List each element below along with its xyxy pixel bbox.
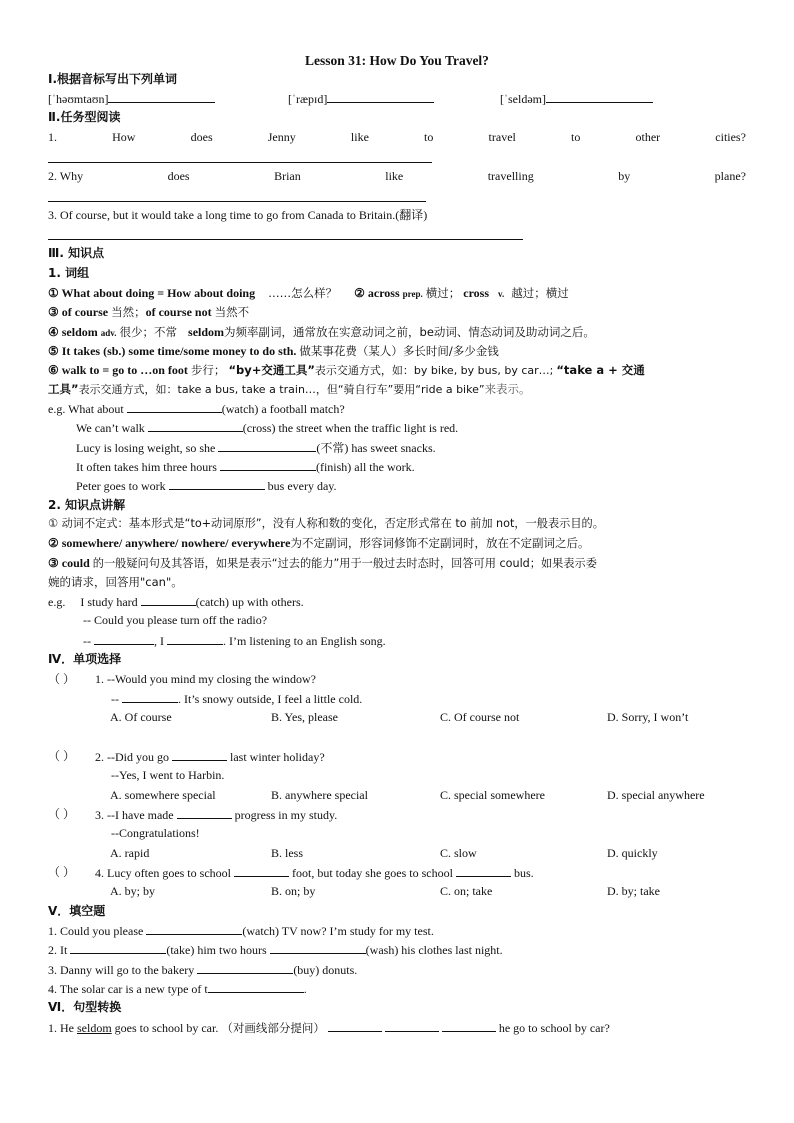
answer-blank[interactable] xyxy=(234,863,289,877)
reading-question-2: 2. Why does Brian like travelling by plane? xyxy=(48,169,746,183)
explanation-3: ③ could 的一般疑问句及其答语，如果是表示“过去的能力”用于一般过去时态时，回答可用 could；如果表示委 xyxy=(48,556,597,570)
answer-line[interactable] xyxy=(48,201,426,202)
fill-question-4: 4. The solar car is a new type of t . xyxy=(48,979,746,998)
option-a[interactable]: A. somewhere special xyxy=(110,788,216,802)
answer-blank[interactable] xyxy=(177,805,232,819)
answer-blank[interactable] xyxy=(385,1018,439,1032)
option-b[interactable]: B. anywhere special xyxy=(271,788,368,802)
fill-question-1: 1. Could you please (watch) TV now? I’m study for my test. xyxy=(48,921,746,940)
phonetic-item-1: [ˈhəʊmtaʊn] xyxy=(48,89,215,108)
fill-question-2: 2. It (take) him two hours (wash) his clothes last night. xyxy=(48,940,746,959)
example-8: -- , I . I’m listening to an English song. xyxy=(48,631,781,650)
mc-question-3: （ ） 3. --I have made progress in my study. xyxy=(48,807,338,822)
option-c[interactable]: C. special somewhere xyxy=(440,788,545,802)
underlined-word: seldom xyxy=(77,1021,112,1035)
example-3: Lucy is losing weight, so she (不常) has sweet snacks. xyxy=(48,438,774,457)
option-d[interactable]: D. by; take xyxy=(607,884,660,898)
explanation-1: ① 动词不定式：基本形式是“to+动词原形”，没有人称和数的变化，否定形式常在 to 前加 not，一般表示目的。 xyxy=(48,517,604,530)
answer-blank[interactable] xyxy=(546,89,653,103)
explanation-3-cont: 婉的请求，回答用"can"。 xyxy=(48,575,183,589)
option-c[interactable]: C. slow xyxy=(440,846,477,860)
answer-line[interactable] xyxy=(48,239,523,240)
answer-blank[interactable] xyxy=(442,1018,496,1032)
example-5: Peter goes to work bus every day. xyxy=(48,476,774,495)
answer-blank[interactable] xyxy=(270,940,366,954)
answer-line[interactable] xyxy=(48,162,432,163)
example-2: We can’t walk (cross) the street when the traffic light is red. xyxy=(48,418,774,437)
answer-blank[interactable] xyxy=(197,960,293,974)
section-6-heading: Ⅵ．句型转换 xyxy=(48,1000,122,1014)
option-c[interactable]: C. Of course not xyxy=(440,710,520,724)
section-2-heading: Ⅱ.任务型阅读 xyxy=(48,110,121,124)
option-a[interactable]: A. by; by xyxy=(110,884,155,898)
mc-question-2: （ ） 2. --Did you go last winter holiday? xyxy=(48,749,325,764)
subsection-phrases: 1. 词组 xyxy=(48,266,90,280)
mc-question-4: （ ） 4. Lucy often goes to school foot, but today she goes to school bus. xyxy=(48,865,534,880)
section-3-heading: Ⅲ. 知识点 xyxy=(48,246,105,260)
answer-blank[interactable] xyxy=(208,979,304,993)
answer-blank[interactable] xyxy=(220,457,316,471)
option-d[interactable]: D. quickly xyxy=(607,846,658,860)
section-5-heading: Ⅴ．填空题 xyxy=(48,904,106,918)
example-6: e.g. I study hard (catch) up with others. xyxy=(48,592,746,611)
answer-paren[interactable]: （ ） xyxy=(48,749,76,763)
answer-blank[interactable] xyxy=(167,631,223,645)
answer-blank[interactable] xyxy=(146,921,242,935)
page-title: Lesson 31: How Do You Travel? xyxy=(305,53,489,68)
phrase-point-6-cont: 工具”表示交通方式，如：take a bus, take a train…，但“骑自行车”要用“ride a bike”来表示。 xyxy=(48,382,531,396)
answer-blank[interactable] xyxy=(127,399,222,413)
reading-question-3: 3. Of course, but it would take a long time to go from Canada to Britain.(翻译) xyxy=(48,208,428,222)
answer-blank[interactable] xyxy=(172,747,227,761)
answer-blank[interactable] xyxy=(108,89,215,103)
answer-blank[interactable] xyxy=(141,592,196,606)
answer-blank[interactable] xyxy=(327,89,434,103)
option-b[interactable]: B. less xyxy=(271,846,304,860)
explanation-2: ② somewhere/ anywhere/ nowhere/ everywhere为不定副词，形容词修饰不定副词时，放在不定副词之后。 xyxy=(48,536,590,550)
answer-blank[interactable] xyxy=(94,631,154,645)
option-d[interactable]: D. Sorry, I won’t xyxy=(607,710,689,724)
phrase-point-3: ③ of course 当然；of course not 当然不 xyxy=(48,305,250,319)
option-a[interactable]: A. Of course xyxy=(110,710,172,724)
answer-blank[interactable] xyxy=(148,418,243,432)
answer-paren[interactable]: （ ） xyxy=(48,865,76,879)
answer-paren[interactable]: （ ） xyxy=(48,672,76,686)
section-1-heading: Ⅰ.根据音标写出下列单词 xyxy=(48,72,178,86)
mc-question-1: （ ） 1. --Would you mind my closing the window? xyxy=(48,672,317,686)
answer-blank[interactable] xyxy=(218,438,316,452)
reading-question-1: 1. How does Jenny like to travel to other cities? xyxy=(48,130,746,144)
transform-question-1: 1. He seldom goes to school by car. （对画线部分提问） he go to school by car? xyxy=(48,1018,746,1037)
option-b[interactable]: B. on; by xyxy=(271,884,316,898)
answer-blank[interactable] xyxy=(70,940,166,954)
option-c[interactable]: C. on; take xyxy=(440,884,493,898)
answer-blank[interactable] xyxy=(328,1018,382,1032)
option-d[interactable]: D. special anywhere xyxy=(607,788,705,802)
example-1: e.g. What about (watch) a football match? xyxy=(48,399,746,418)
phrase-point-1: ① What about doing = How about doing ……怎么样？ ② across prep. 横过； cross v. 越过；横过 xyxy=(48,286,569,300)
phrase-point-6: ⑥ walk to = go to …on foot 步行； “by+交通工具”表示交通方式，如：by bike, by bus, by car…; “take a + 交通 xyxy=(48,363,645,377)
fill-question-3: 3. Danny will go to the bakery (buy) donuts. xyxy=(48,960,746,979)
phrase-point-5: ⑤ It takes (sb.) some time/some money to do sth. 做某事花费（某人）多长时间/多少金钱 xyxy=(48,344,499,358)
answer-blank[interactable] xyxy=(169,476,265,490)
answer-blank[interactable] xyxy=(456,863,511,877)
phonetic-item-2: [ˈræpɪd] xyxy=(288,89,434,108)
option-b[interactable]: B. Yes, please xyxy=(271,710,339,724)
option-a[interactable]: A. rapid xyxy=(110,846,150,860)
phonetic-item-3: [ˈseldəm] xyxy=(500,89,653,108)
subsection-explanations: 2. 知识点讲解 xyxy=(48,498,126,512)
answer-blank[interactable] xyxy=(122,689,178,703)
section-4-heading: Ⅳ．单项选择 xyxy=(48,652,122,666)
example-4: It often takes him three hours (finish) all the work. xyxy=(48,457,774,476)
example-7: -- Could you please turn off the radio? xyxy=(83,613,268,627)
phrase-point-4: ④ seldom adv. 很少；不常 seldom为频率副词，通常放在实意动词之前，be动词、情态动词及助动词之后。 xyxy=(48,325,595,339)
answer-paren[interactable]: （ ） xyxy=(48,807,76,821)
